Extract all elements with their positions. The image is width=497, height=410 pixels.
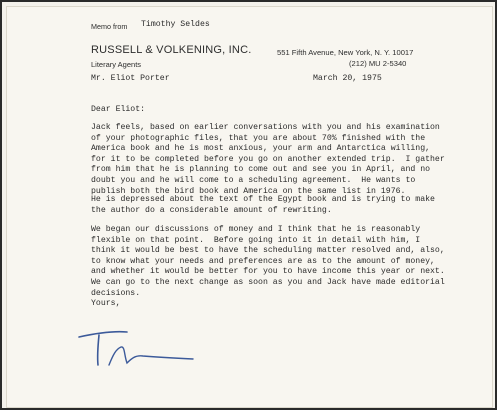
memo-from-label: Memo from [91,22,128,31]
firm-address: 551 Fifth Avenue, New York, N. Y. 10017 [277,48,414,57]
recipient-line: Mr. Eliot Porter [91,74,170,83]
letter-date: March 20, 1975 [313,74,382,83]
paragraph-money: We began our discussions of money and I think that he is reasonably flexible on that point. Before going into it in detail with him, I think it would be best to have the scheduling matter resolved and, also, to know what your needs and preferences are as to the amount of money, and whether it would be better for you to have income this year or next. We can go to the next change as soon as you and Jack have made editorial decisions. [91,225,445,298]
firm-name: RUSSELL & VOLKENING, INC. [91,44,252,56]
paragraph-scheduling: Jack feels, based on earlier conversations with you and his examination of your photographic files, that you are about 70% finished with the America book and he is most anxious, your arm and Antarctica willing, for it to be completed before you go on another extended trip. I gather from him that he is planning to come out and see you in April, and no doubt you and he will come to a scheduling agreement. He wants to publish both the bird book and America on the same list in 1976. [91,123,445,196]
handwritten-signature [75,325,205,371]
firm-subtitle: Literary Agents [91,60,142,69]
salutation: Dear Eliot: [91,105,146,114]
memo-sender-name: Timothy Seldes [141,20,210,29]
paragraph-egypt-book: He is depressed about the text of the Egypt book and is trying to make the author do a considerable amount of rewriting. [91,195,435,215]
letter-sheet [6,6,493,408]
firm-phone: (212) MU 2-5340 [349,59,407,68]
closing: Yours, [91,299,121,308]
